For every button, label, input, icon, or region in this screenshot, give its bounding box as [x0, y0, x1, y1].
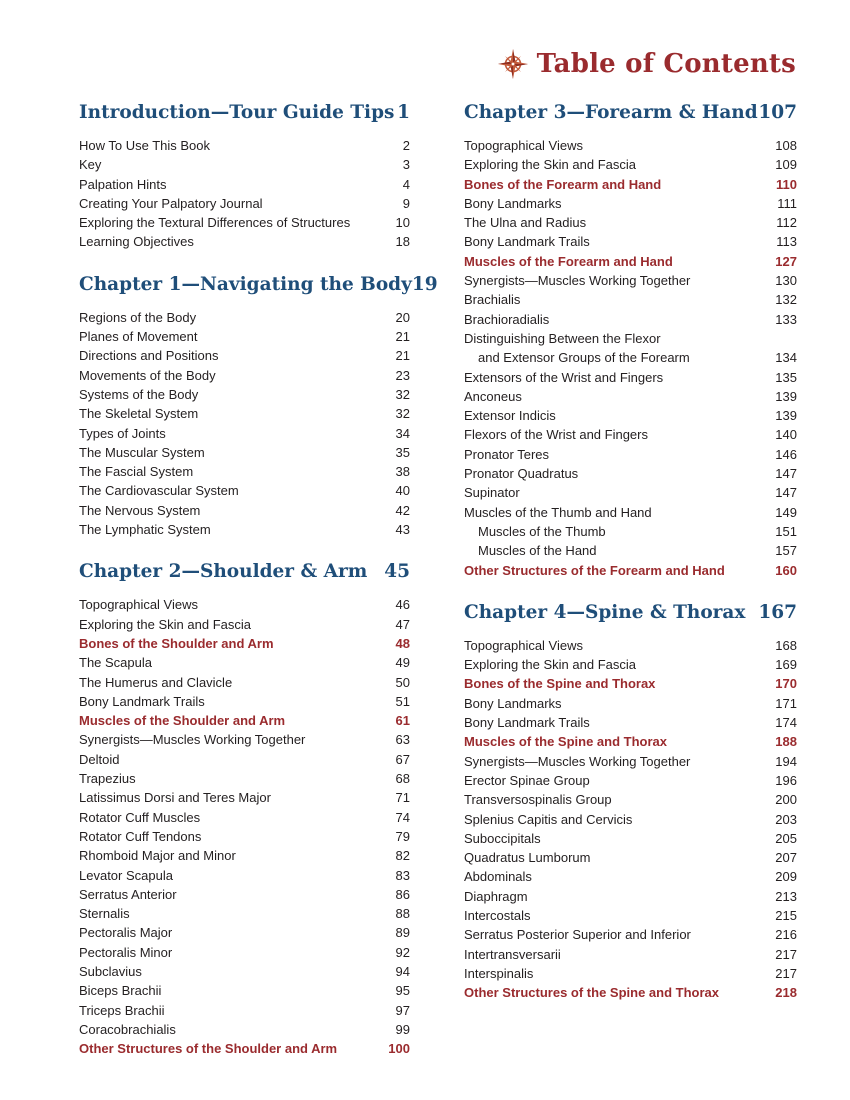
toc-entry[interactable]	[79, 885, 410, 904]
toc-entry-page-number: 168	[775, 637, 797, 653]
toc-entry[interactable]	[79, 175, 410, 194]
toc-entry-label: Deltoid	[79, 751, 120, 767]
toc-entry[interactable]	[464, 368, 797, 387]
toc-entry-label: Levator Scapula	[79, 867, 173, 883]
toc-entry-label: Muscles of the Spine and Thorax	[464, 734, 667, 750]
toc-entry-list	[464, 136, 797, 580]
toc-entry[interactable]	[464, 290, 797, 309]
toc-entry[interactable]	[79, 462, 410, 481]
toc-entry-page-number: 21	[395, 329, 410, 345]
toc-entry-page-number: 215	[775, 907, 797, 923]
toc-entry-page-number: 111	[777, 195, 797, 211]
toc-entry-label: Topographical Views	[464, 138, 583, 153]
toc-entry-label: Anconeus	[464, 388, 522, 404]
toc-entry[interactable]	[79, 481, 410, 500]
toc-entry-label: Trapezius	[79, 771, 136, 787]
toc-entry-page-number: 48	[395, 635, 410, 651]
toc-entry[interactable]	[79, 981, 410, 1000]
toc-entry-page-number: 88	[395, 906, 410, 922]
toc-entry-page-number: 147	[775, 485, 797, 501]
toc-entry-label: Exploring the Textural Differences of Structures	[79, 215, 351, 231]
toc-entry-label: Palpation Hints	[79, 176, 167, 192]
toc-entry-label: The Skeletal System	[79, 406, 199, 422]
toc-entry-page-number: 169	[775, 657, 797, 673]
toc-entry[interactable]	[79, 501, 410, 520]
toc-entry[interactable]	[464, 925, 797, 944]
toc-entry-label: Intercostals	[464, 907, 531, 923]
toc-entry-page-number: 151	[775, 523, 797, 539]
toc-entry[interactable]	[464, 945, 797, 964]
toc-entry-page-number: 61	[395, 713, 410, 729]
toc-entry-page-number: 83	[395, 867, 410, 883]
chapter-section	[79, 561, 410, 1058]
toc-entry[interactable]	[79, 1001, 410, 1020]
toc-entry[interactable]	[464, 271, 797, 290]
toc-entry-page-number: 89	[395, 925, 410, 941]
toc-entry-page-number: 110	[776, 176, 797, 192]
toc-entry-page-number: 71	[395, 790, 410, 806]
toc-column-left	[79, 102, 438, 1080]
toc-entry[interactable]	[464, 906, 797, 925]
toc-entry-label: Other Structures of the Spine and Thorax	[464, 985, 719, 1001]
toc-entry-page-number: 196	[775, 772, 797, 788]
toc-column-right	[464, 102, 797, 1024]
toc-entry-page-number: 113	[776, 234, 797, 250]
toc-entry-page-number: 171	[775, 695, 797, 711]
toc-entry-label: Brachialis	[464, 292, 521, 308]
toc-entry[interactable]	[464, 348, 797, 367]
toc-entry-label: Regions of the Body	[79, 309, 197, 325]
toc-entry-page-number: 205	[775, 830, 797, 846]
toc-entry-label: The Scapula	[79, 655, 152, 671]
toc-entry[interactable]	[464, 790, 797, 809]
toc-entry-page-number: 79	[395, 828, 410, 844]
toc-entry[interactable]	[79, 808, 410, 827]
toc-entry-page-number: 217	[775, 946, 797, 962]
toc-entry-page-number: 2	[402, 138, 410, 153]
toc-entry-label: Systems of the Body	[79, 386, 199, 402]
toc-entry-label: Muscles of the Hand	[478, 543, 597, 559]
toc-entry-label: Erector Spinae Group	[464, 772, 590, 788]
chapter-title: Chapter 3—Forearm & Hand	[464, 102, 758, 123]
toc-entry-label: Biceps Brachii	[79, 983, 162, 999]
toc-entry-page-number: 50	[395, 674, 410, 690]
toc-entry-label: Transversospinalis Group	[464, 792, 612, 808]
toc-entry-page-number: 174	[775, 715, 797, 731]
page-header	[497, 48, 796, 80]
toc-entry-page-number: 4	[402, 176, 410, 192]
toc-entry[interactable]	[79, 194, 410, 213]
toc-entry-label: Supinator	[464, 485, 520, 501]
compass-rose-icon	[497, 48, 529, 80]
toc-entry-label: Topographical Views	[79, 597, 198, 613]
toc-entry[interactable]	[464, 867, 797, 886]
toc-entry[interactable]	[79, 346, 410, 365]
toc-entry-page-number: 32	[395, 386, 410, 402]
toc-entry[interactable]	[79, 923, 410, 942]
toc-entry[interactable]	[79, 692, 410, 711]
toc-entry[interactable]	[464, 310, 797, 329]
toc-entry[interactable]	[464, 829, 797, 848]
toc-entry-label: Pronator Teres	[464, 446, 550, 462]
toc-entry-label: Quadratus Lumborum	[464, 850, 591, 866]
toc-entry[interactable]	[79, 155, 410, 174]
toc-entry-page-number: 207	[775, 850, 797, 866]
toc-entry-label: The Lymphatic System	[79, 522, 211, 538]
toc-entry-page-number: 82	[395, 848, 410, 864]
toc-entry-page-number: 38	[395, 464, 410, 480]
toc-entry-label: Bony Landmarks	[464, 195, 562, 211]
toc-entry-label: Splenius Capitis and Cervicis	[464, 811, 633, 827]
chapter-page-number: 19	[411, 273, 438, 295]
chapter-heading[interactable]	[79, 273, 438, 304]
toc-entry-page-number: 213	[775, 888, 797, 904]
toc-entry[interactable]	[464, 232, 797, 251]
toc-entry[interactable]	[79, 962, 410, 981]
chapter-page-number: 107	[758, 102, 797, 123]
toc-entry[interactable]	[464, 964, 797, 983]
toc-entry[interactable]	[79, 424, 410, 443]
toc-entry-label: Diaphragm	[464, 888, 528, 904]
toc-entry-label: Synergists—Muscles Working Together	[464, 273, 691, 289]
toc-entry-label: Bony Landmark Trails	[464, 234, 590, 250]
toc-entry-label: Key	[79, 157, 102, 173]
toc-entry[interactable]	[79, 846, 410, 865]
toc-entry-page-number: 63	[395, 732, 410, 748]
toc-entry-page-number: 34	[395, 425, 410, 441]
toc-entry[interactable]	[79, 615, 410, 634]
page-title: Table of Contents	[536, 49, 796, 79]
toc-entry[interactable]	[79, 750, 410, 769]
toc-entry[interactable]	[79, 769, 410, 788]
toc-entry[interactable]	[79, 385, 410, 404]
toc-entry-label: Synergists—Muscles Working Together	[464, 753, 691, 769]
toc-entry-page-number: 139	[775, 388, 797, 404]
toc-entry[interactable]	[79, 213, 410, 232]
toc-entry[interactable]	[464, 636, 797, 655]
toc-entry-page-number: 109	[775, 157, 797, 173]
toc-entry-page-number: 147	[775, 466, 797, 482]
toc-entry-label: Bony Landmark Trails	[79, 693, 205, 709]
toc-entry[interactable]	[79, 327, 410, 346]
toc-entry-label: Other Structures of the Forearm and Hand	[464, 562, 725, 578]
toc-entry[interactable]	[464, 655, 797, 674]
toc-entry-label: Muscles of the Thumb and Hand	[464, 504, 652, 520]
toc-entry[interactable]	[79, 653, 410, 672]
toc-entry-page-number: 146	[775, 446, 797, 462]
toc-entry-page-number: 10	[395, 215, 410, 231]
toc-entry-label: Suboccipitals	[464, 830, 541, 846]
toc-entry[interactable]	[464, 406, 797, 425]
toc-entry-list	[79, 136, 410, 252]
toc-entry[interactable]	[464, 464, 797, 483]
toc-entry-label: Rotator Cuff Muscles	[79, 809, 201, 825]
toc-entry-label: Extensor Indicis	[464, 408, 556, 424]
toc-entry-label: Abdominals	[464, 869, 532, 885]
toc-entry-page-number: 49	[395, 655, 410, 671]
toc-entry-page-number: 149	[775, 504, 797, 520]
toc-entry-label: Interspinalis	[464, 965, 534, 981]
toc-section-entry[interactable]	[79, 634, 410, 653]
chapter-heading[interactable]	[464, 602, 797, 632]
toc-entry-label: Movements of the Body	[79, 367, 216, 383]
toc-entry[interactable]	[79, 904, 410, 923]
toc-entry[interactable]	[464, 155, 797, 174]
toc-entry-label: Pronator Quadratus	[464, 466, 579, 482]
toc-section-entry[interactable]	[464, 732, 797, 751]
toc-section-entry[interactable]	[464, 175, 797, 194]
toc-entry-label: Intertransversarii	[464, 946, 561, 962]
toc-entry[interactable]	[464, 810, 797, 829]
toc-entry-label: Topographical Views	[464, 637, 583, 653]
chapter-page-number: 167	[758, 601, 797, 623]
toc-entry-label: Creating Your Palpatory Journal	[79, 195, 263, 211]
toc-entry-label: Bony Landmarks	[464, 695, 562, 711]
toc-entry-page-number: 20	[395, 309, 410, 325]
toc-entry-label: Exploring the Skin and Fascia	[79, 616, 251, 632]
toc-entry-label: Triceps Brachii	[79, 1002, 165, 1018]
chapter-title: Chapter 4—Spine & Thorax	[464, 601, 746, 623]
toc-entry-label: Muscles of the Forearm and Hand	[464, 253, 673, 269]
toc-entry-page-number: 132	[775, 292, 797, 308]
toc-entry-page-number: 133	[775, 311, 797, 327]
toc-entry[interactable]	[79, 232, 410, 251]
toc-entry-page-number: 95	[395, 983, 410, 999]
toc-entry-label: Coracobrachialis	[79, 1021, 176, 1037]
toc-entry-label: Rhomboid Major and Minor	[79, 848, 236, 864]
toc-section-entry[interactable]	[464, 252, 797, 271]
toc-entry[interactable]	[79, 308, 410, 327]
toc-entry[interactable]	[464, 425, 797, 444]
toc-entry[interactable]	[79, 673, 410, 692]
toc-entry[interactable]	[464, 541, 797, 560]
toc-entry-page-number: 139	[775, 408, 797, 424]
toc-entry[interactable]	[79, 1020, 410, 1039]
toc-entry-page-number: 200	[775, 792, 797, 808]
toc-entry[interactable]	[464, 522, 797, 541]
toc-entry-label: Brachioradialis	[464, 311, 550, 327]
toc-entry-list	[79, 595, 410, 1058]
toc-entry-page-number: 160	[775, 562, 797, 578]
toc-entry[interactable]	[79, 866, 410, 885]
toc-entry-label: Bones of the Forearm and Hand	[464, 176, 662, 192]
chapter-heading[interactable]	[464, 102, 797, 132]
toc-entry-label: Bony Landmark Trails	[464, 715, 590, 731]
toc-entry-label: Serratus Anterior	[79, 886, 177, 902]
toc-entry-page-number: 3	[402, 157, 410, 173]
toc-entry[interactable]	[464, 752, 797, 771]
toc-entry[interactable]	[79, 443, 410, 462]
toc-entry-page-number: 170	[775, 676, 797, 692]
toc-entry-label: The Muscular System	[79, 444, 205, 460]
toc-entry-label: Planes of Movement	[79, 329, 198, 345]
chapter-title: Chapter 2—Shoulder & Arm	[79, 561, 368, 583]
toc-section-entry[interactable]	[79, 711, 410, 730]
toc-entry[interactable]	[79, 730, 410, 749]
toc-entry-page-number: 47	[395, 616, 410, 632]
toc-entry[interactable]	[464, 483, 797, 502]
toc-entry-page-number: 46	[395, 597, 410, 613]
toc-entry[interactable]	[464, 194, 797, 213]
toc-entry-label: How To Use This Book	[79, 138, 211, 153]
toc-entry-page-number: 130	[775, 273, 797, 289]
toc-entry-label: Muscles of the Shoulder and Arm	[79, 713, 286, 729]
toc-entry-label: and Extensor Groups of the Forearm	[478, 350, 690, 366]
toc-entry-label: The Cardiovascular System	[79, 483, 239, 499]
toc-entry-page-number: 42	[395, 502, 410, 518]
toc-entry[interactable]	[464, 329, 797, 348]
toc-entry-label: Exploring the Skin and Fascia	[464, 157, 636, 173]
toc-entry[interactable]	[464, 713, 797, 732]
toc-entry-page-number: 74	[395, 809, 410, 825]
toc-entry[interactable]	[464, 445, 797, 464]
toc-entry-page-number: 43	[395, 522, 410, 538]
toc-entry[interactable]	[464, 771, 797, 790]
toc-entry-label: Rotator Cuff Tendons	[79, 828, 202, 844]
toc-entry-page-number: 194	[775, 753, 797, 769]
toc-entry[interactable]	[464, 694, 797, 713]
toc-entry-page-number: 209	[775, 869, 797, 885]
toc-entry-label: Serratus Posterior Superior and Inferior	[464, 927, 691, 943]
toc-entry-page-number: 100	[388, 1041, 410, 1057]
toc-entry-page-number: 32	[395, 406, 410, 422]
chapter-section	[464, 602, 797, 1003]
toc-entry-label: Learning Objectives	[79, 234, 194, 250]
toc-entry[interactable]	[79, 595, 410, 614]
toc-entry-page-number: 68	[395, 771, 410, 787]
toc-entry-label: Bones of the Spine and Thorax	[464, 676, 656, 692]
toc-entry[interactable]	[79, 943, 410, 962]
toc-entry[interactable]	[464, 848, 797, 867]
toc-entry-label: Exploring the Skin and Fascia	[464, 657, 636, 673]
toc-entry-label: Subclavius	[79, 963, 142, 979]
toc-entry[interactable]	[79, 827, 410, 846]
toc-entry-page-number: 217	[775, 965, 797, 981]
toc-entry[interactable]	[464, 503, 797, 522]
toc-entry-label: The Humerus and Clavicle	[79, 674, 233, 690]
chapter-page-number: 1	[397, 102, 410, 123]
toc-entry-label: Pectoralis Major	[79, 925, 173, 941]
toc-section-entry[interactable]	[464, 674, 797, 693]
toc-entry-page-number: 97	[395, 1002, 410, 1018]
toc-entry-page-number: 140	[775, 427, 797, 443]
toc-entry-page-number: 67	[395, 751, 410, 767]
toc-entry-label: Distinguishing Between the Flexor	[464, 330, 661, 346]
toc-entry-page-number: 112	[776, 215, 797, 231]
toc-entry-label: Bones of the Shoulder and Arm	[79, 635, 274, 651]
toc-entry[interactable]	[79, 366, 410, 385]
toc-entry-page-number: 40	[395, 483, 410, 499]
toc-entry[interactable]	[79, 136, 410, 155]
toc-section-entry[interactable]	[464, 983, 797, 1002]
toc-entry-label: Flexors of the Wrist and Fingers	[464, 427, 648, 443]
toc-entry-page-number: 135	[775, 369, 797, 385]
toc-entry-page-number: 127	[775, 253, 797, 269]
toc-entry-label: Sternalis	[79, 906, 130, 922]
toc-entry[interactable]	[79, 788, 410, 807]
chapter-title: Introduction—Tour Guide Tips	[79, 102, 395, 123]
toc-entry-page-number: 203	[775, 811, 797, 827]
toc-entry-page-number: 218	[775, 985, 797, 1001]
toc-entry-page-number: 157	[775, 543, 797, 559]
chapter-section	[79, 273, 438, 540]
toc-entry[interactable]	[464, 887, 797, 906]
toc-entry-page-number: 108	[775, 138, 797, 153]
toc-entry-label: Muscles of the Thumb	[478, 523, 606, 539]
toc-section-entry[interactable]	[79, 1039, 410, 1058]
toc-entry[interactable]	[79, 404, 410, 423]
toc-entry-page-number: 188	[775, 734, 797, 750]
toc-entry-list	[464, 636, 797, 1003]
chapter-heading[interactable]	[79, 561, 410, 591]
chapter-heading[interactable]	[79, 102, 410, 132]
toc-entry-label: Latissimus Dorsi and Teres Major	[79, 790, 271, 806]
toc-entry-page-number: 23	[395, 367, 410, 383]
chapter-page-number: 45	[384, 561, 410, 583]
chapter-section	[79, 102, 410, 252]
toc-entry-page-number: 99	[395, 1021, 410, 1037]
toc-entry-list	[79, 308, 410, 540]
toc-entry-label: Pectoralis Minor	[79, 944, 173, 960]
toc-entry-page-number: 21	[395, 348, 410, 364]
toc-entry-label: The Fascial System	[79, 464, 194, 480]
toc-section-entry[interactable]	[464, 561, 797, 580]
toc-entry-label: Extensors of the Wrist and Fingers	[464, 369, 664, 385]
toc-entry-label: The Ulna and Radius	[464, 215, 587, 231]
toc-entry-page-number: 51	[395, 693, 410, 709]
chapter-section	[464, 102, 797, 580]
toc-entry-page-number: 35	[395, 444, 410, 460]
toc-entry-label: The Nervous System	[79, 502, 201, 518]
toc-entry[interactable]	[464, 387, 797, 406]
toc-entry-page-number: 92	[395, 944, 410, 960]
chapter-title: Chapter 1—Navigating the Body	[79, 273, 412, 295]
toc-entry-page-number: 9	[402, 195, 410, 211]
toc-entry[interactable]	[464, 213, 797, 232]
toc-entry-page-number: 216	[775, 927, 797, 943]
toc-entry-page-number: 18	[395, 234, 410, 250]
toc-entry-label: Types of Joints	[79, 425, 166, 441]
toc-entry[interactable]	[464, 136, 797, 155]
toc-entry[interactable]	[79, 520, 410, 539]
toc-entry-page-number: 134	[775, 350, 797, 366]
toc-entry-page-number: 86	[395, 886, 410, 902]
toc-entry-label: Directions and Positions	[79, 348, 219, 364]
toc-entry-label: Other Structures of the Shoulder and Arm	[79, 1041, 338, 1057]
toc-entry-page-number: 94	[395, 963, 410, 979]
toc-entry-label: Synergists—Muscles Working Together	[79, 732, 306, 748]
